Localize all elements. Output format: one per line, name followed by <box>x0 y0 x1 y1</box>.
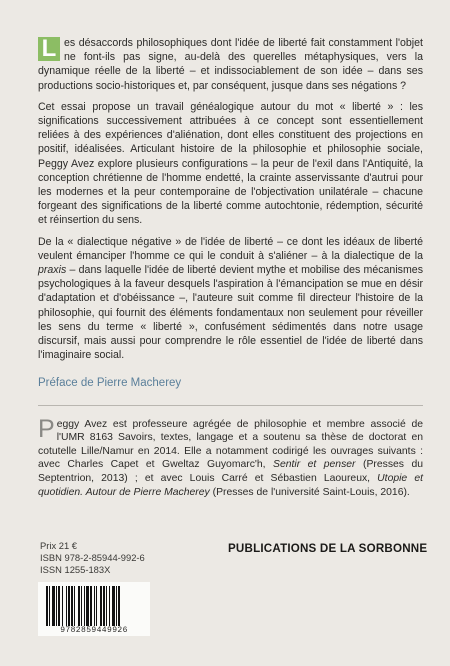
bio-text-3: (Presses de l'université Saint-Louis, 2016). <box>209 486 410 498</box>
divider <box>38 405 423 406</box>
issn: ISSN 1255-183X <box>40 563 111 575</box>
bio-text-2: (Presses du Septentrion, 2013) ; et avec Louis Carré et Sébastien Laoureux, <box>38 459 424 485</box>
book-meta <box>40 540 145 575</box>
dialectic-paragraph <box>38 235 423 363</box>
barcode-bars-icon <box>38 582 150 628</box>
publisher-name: PUBLICATIONS DE LA SORBONNE <box>228 542 428 555</box>
bio-title-1: Sentir et penser <box>273 459 356 471</box>
bio-title-2: Utopie et quotidien. Autour de Pierre Macherey <box>38 473 423 498</box>
drop-cap-l: L <box>38 37 60 61</box>
author-bio <box>38 414 424 500</box>
intro-text: es désaccords philosophiques dont l'idée de liberté fait constamment l'objet ne font-ils pas signe, au-delà des querelles métaphysiques, vers la dynamique réelle de la liberté – et indissociablement de son idée – dans ses productions socio-historiques et, par conséquent, jusque dans ses négations ? <box>38 37 423 92</box>
dialectic-text-2: – dans laquelle l'idée de liberté devient mythe et mobilise des mécanismes psychologiques à la faveur desquels l'aspiration à l'émancipation se mue en désir d'adaptation et d'obéissance –, l'auteure suit comme fil directeur l'histoire de la philosophie, qui fournit des éléments fondamentaux non seulement pour réveiller les sens du terme « liberté », confusément sédimentés dans notre usage discursif, mais aussi pour comprendre le rôle essentiel de l'idée de liberté dans l'imaginaire social. <box>38 264 423 362</box>
blurb <box>38 36 423 506</box>
essay-paragraph: Cet essai propose un travail généalogique autour du mot « liberté » : les significations successivement attribuées à ce concept sont essentiellement reliées à des expériences d'aliénation, dont elles constituent des projections en positif, idéalisées. Articulant histoire de la philosophie et philosophie sociale, Peggy Avez explore plusieurs configurations – la peur de l'exil dans l'Antiquité, la conception chrétienne de l'homme endetté, la crainte asservissante d'autrui pour les modernes et la peur contemporaine de l'objectivation unilatérale – chacune forgeant des significations de la liberté comme autochtonie, rédemption, sécurité et réinsertion du sens. <box>38 100 423 227</box>
isbn: ISBN 978-2-85944-992-6 <box>40 551 145 563</box>
price: Prix 21 € <box>40 540 77 551</box>
preface-credit: Préface de Pierre Macherey <box>38 377 182 390</box>
drop-cap-p: P <box>38 414 55 443</box>
intro-paragraph <box>38 36 423 93</box>
praxis-term: praxis <box>38 264 67 277</box>
barcode-number: 9782859449926 <box>38 626 150 636</box>
barcode <box>38 582 150 636</box>
bio-text-1: eggy Avez est professeure agrégée de philosophie et membre associé de l'UMR 8163 Savoirs, textes, langage et a soutenu sa thèse de doctorat en cotutelle Lille/Namur en 2014. Elle a notamment codirigé les ouvrages suivants : avec Charles Capet et Gweltaz Guyomarc'h, <box>38 418 423 471</box>
dialectic-text-1: De la « dialectique négative » de l'idée de liberté – ce dont les idéaux de liberté veulent émanciper l'homme ce qui le conduit à s'aliéner – à la dialectique de la <box>38 235 423 262</box>
